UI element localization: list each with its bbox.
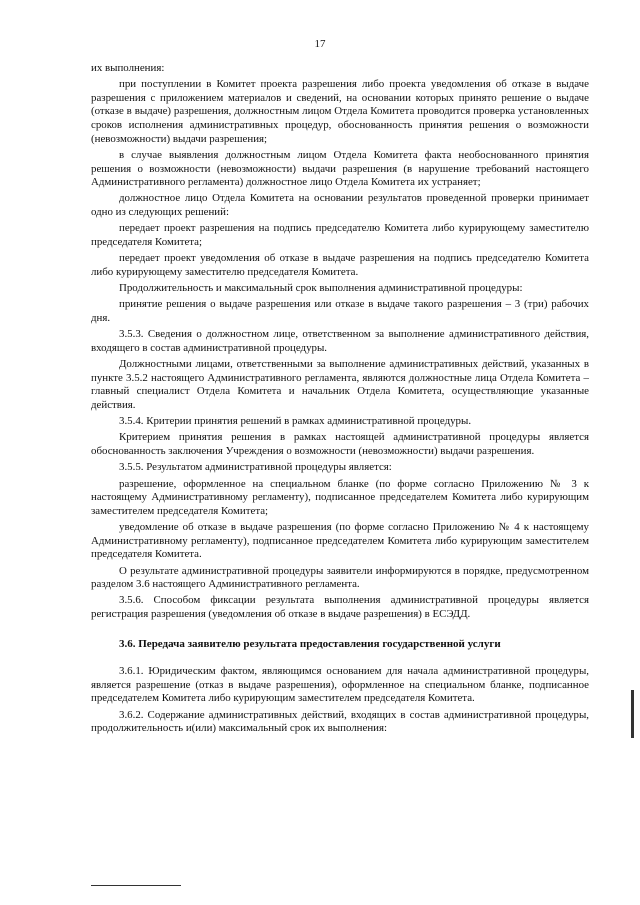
footer-rule <box>91 885 181 886</box>
paragraph: передает проект разрешения на подпись председателю Комитета либо курирующему заместителю председателя Комитета; <box>91 222 589 248</box>
paragraph: в случае выявления должностным лицом Отдела Комитета факта необоснованного принятия решения о возможности (невозможности) выдачи разрешения (в нарушение требований настоящего Административного регламента) должностное лицо Отдела Комитета их устраняет; <box>91 148 589 189</box>
paragraph: 3.6.2. Содержание административных действий, входящих в состав административной процедуры, продолжительность и(или) максимальный срок их выполнения: <box>91 708 589 735</box>
paragraph: передает проект уведомления об отказе в выдаче разрешения на подпись председателю Комитета либо курирующему заместителю председателя Комитета. <box>91 252 589 278</box>
paragraph: принятие решения о выдаче разрешения или отказе в выдаче такого разрешения – 3 (три) рабочих дня. <box>91 298 589 324</box>
paragraph: 3.5.5. Результатом административной процедуры является: <box>119 461 392 474</box>
document-body <box>91 62 589 739</box>
paragraph: должностное лицо Отдела Комитета на основании результатов проведенной проверки принимает одно из следующих решений: <box>91 192 589 218</box>
section-3-6 <box>91 665 589 736</box>
paragraph: уведомление об отказе в выдаче разрешения (по форме согласно Приложению № 4 к настоящему Административному регламенту), подписанное председателем Комитета либо курирующим заместителем председателя Комитета. <box>91 521 589 561</box>
paragraph: Продолжительность и максимальный срок выполнения административной процедуры: <box>119 282 523 295</box>
paragraph: 3.5.6. Способом фиксации результата выполнения административной процедуры является регистрация разрешения (уведомления об отказе в выдаче разрешения) в ЕСЭДД. <box>91 594 589 620</box>
paragraph: 3.5.4. Критерии принятия решений в рамках административной процедуры. <box>119 415 472 428</box>
paragraph: разрешение, оформленное на специальном бланке (по форме согласно Приложению № 3 к настоящему Административному регламенту), подписанное председателем Комитета либо курирующим заместителем председателя Комитета; <box>91 477 589 517</box>
page-number: 17 <box>314 38 326 50</box>
paragraph: О результате административной процедуры заявители информируются в порядке, предусмотренном разделом 3.6 настоящего Административного регламента. <box>91 564 589 591</box>
scan-edge-mark <box>631 690 634 738</box>
paragraph: при поступлении в Комитет проекта разрешения либо проекта уведомления об отказе в выдаче разрешения с приложением материалов и сведений, на основании которых принято решение о выдаче (отказе в выдаче) разрешения, должностным лицом Отдела Комитета проводится проверка установленных сроков исполнения административных процедур, обоснованность принятия решения о возможности (невозможности) выдачи разрешения; <box>91 78 589 145</box>
paragraph: их выполнения: <box>91 62 165 74</box>
paragraph: 3.6.1. Юридическим фактом, являющимся основанием для начала административной процедуры, является разрешение (отказ в выдаче разрешения), оформленное на специальном бланке, подписанное председателем Комитета либо курирующим заместителем председателя Комитета. <box>91 665 589 705</box>
paragraph: Должностными лицами, ответственными за выполнение административных действий, указанных в пункте 3.5.2 настоящего Административного регламента, являются должностные лица Отдела Комитета – главный специалист Отдела Комитета и начальник Отдела Комитета, осуществляющие указанные действия. <box>91 358 589 411</box>
paragraph: 3.5.3. Сведения о должностном лице, ответственном за выполнение административного действия, входящего в состав административной процедуры. <box>91 328 589 354</box>
section-3-5-continued <box>91 62 589 622</box>
paragraph: Критерием принятия решения в рамках настоящей административной процедуры является обоснованность заключения Учреждения о возможности (невозможности) выдачи разрешения. <box>91 431 589 457</box>
section-heading: 3.6. Передача заявителю результата предоставления государственной услуги <box>119 637 501 650</box>
